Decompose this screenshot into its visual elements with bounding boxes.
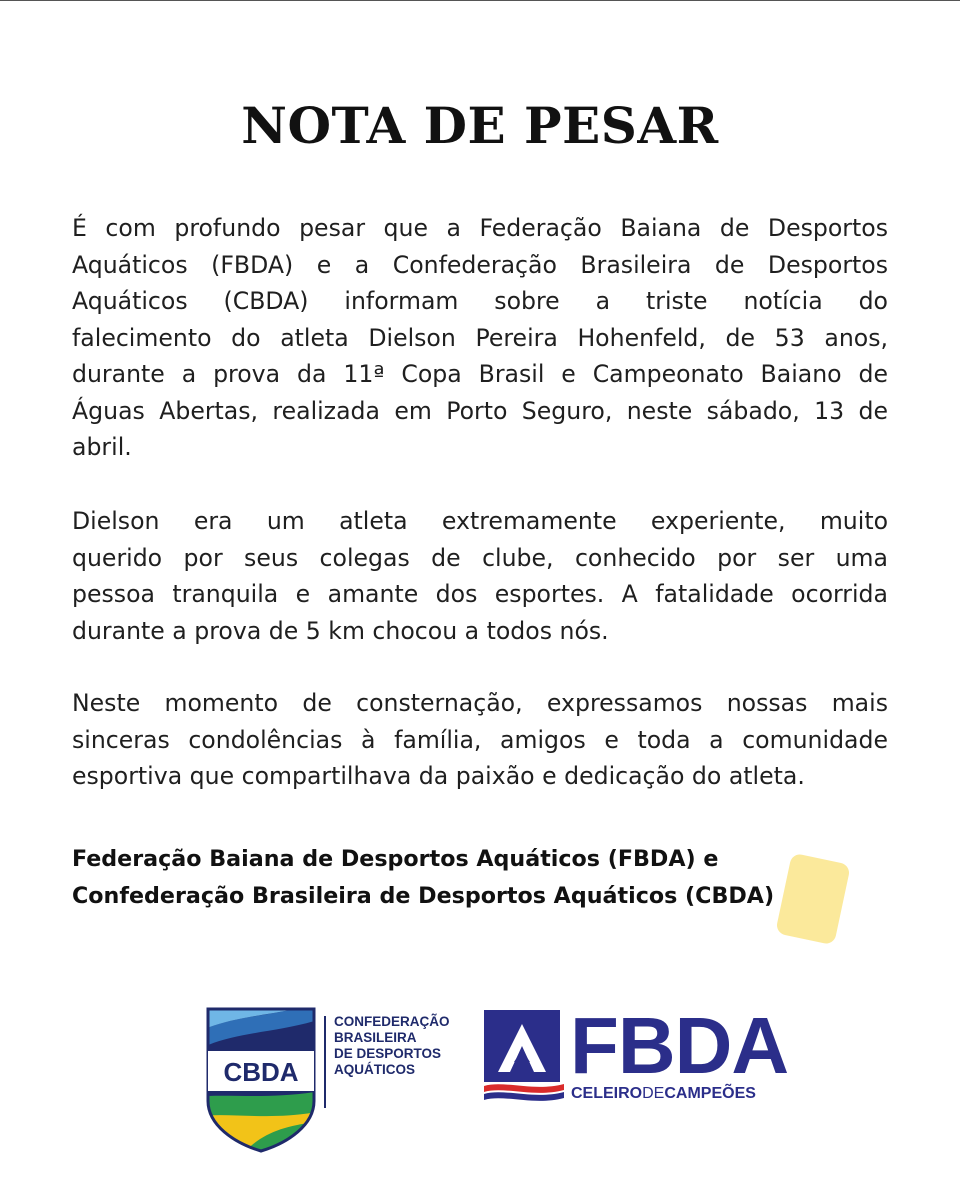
paragraph-line: pessoa tranquila e amante dos esportes. A fatalidade ocorrida [72,580,888,608]
signature-line: Confederação Brasileira de Desportos Aquáticos (CBDA) [72,883,775,909]
cbda-badge-text: CBDA [223,1057,299,1087]
paragraph-line: querido por seus colegas de clube, conhecido por ser uma [72,543,888,572]
paragraph-1 [72,210,888,466]
cbda-logo-line: DE DESPORTOS [334,1046,442,1061]
cbda-divider [324,1016,326,1108]
fbda-tagline-part: CELEIRO [571,1085,643,1102]
paragraph-line: Aquáticos (CBDA) informam sobre a triste notícia do [72,287,888,315]
fbda-tagline-part: DE [642,1085,665,1102]
paragraph-line: falecimento do atleta Dielson Pereira Hohenfeld, de 53 anos, [72,323,888,352]
paragraph-line: Águas Abertas, realizada em Porto Seguro, neste sábado, 13 de [72,396,888,425]
signature [72,841,888,915]
paragraph-line: Dielson era um atleta extremamente experiente, muito [72,507,888,535]
signature-line: Federação Baiana de Desportos Aquáticos (FBDA) e [72,846,719,872]
paragraph-3 [72,685,888,795]
paragraph-2 [72,503,888,649]
paragraph-line: durante a prova de 5 km chocou a todos nós. [72,616,609,645]
cbda-logo-text [334,1014,450,1078]
cbda-logo-line: AQUÁTICOS [334,1062,415,1077]
paragraph-line: esportiva que compartilhava da paixão e dedicação do atleta. [72,762,805,790]
page-title: NOTA DE PESAR [241,96,719,155]
paragraph-line: Neste momento de consternação, expressamos nossas mais [72,689,888,717]
paragraph-line: durante a prova da 11ª Copa Brasil e Campeonato Baiano de [72,360,888,388]
fbda-wordmark: FBDA [570,1001,789,1090]
paragraph-line: É com profundo pesar que a Federação Baiana de Desportos [72,214,888,242]
cbda-logo-line: BRASILEIRA [334,1030,417,1045]
paragraph-line: abril. [72,433,132,461]
cbda-logo-line: CONFEDERAÇÃO [334,1014,450,1029]
fbda-tagline-part: CAMPEÕES [664,1085,756,1102]
fbda-emblem-logo [484,1010,564,1102]
top-border [0,0,960,1]
fbda-tagline [571,1085,756,1103]
paragraph-line: Aquáticos (FBDA) e a Confederação Brasileira de Desportos [72,250,888,279]
paragraph-line: sinceras condolências à família, amigos e toda a comunidade [72,725,888,754]
